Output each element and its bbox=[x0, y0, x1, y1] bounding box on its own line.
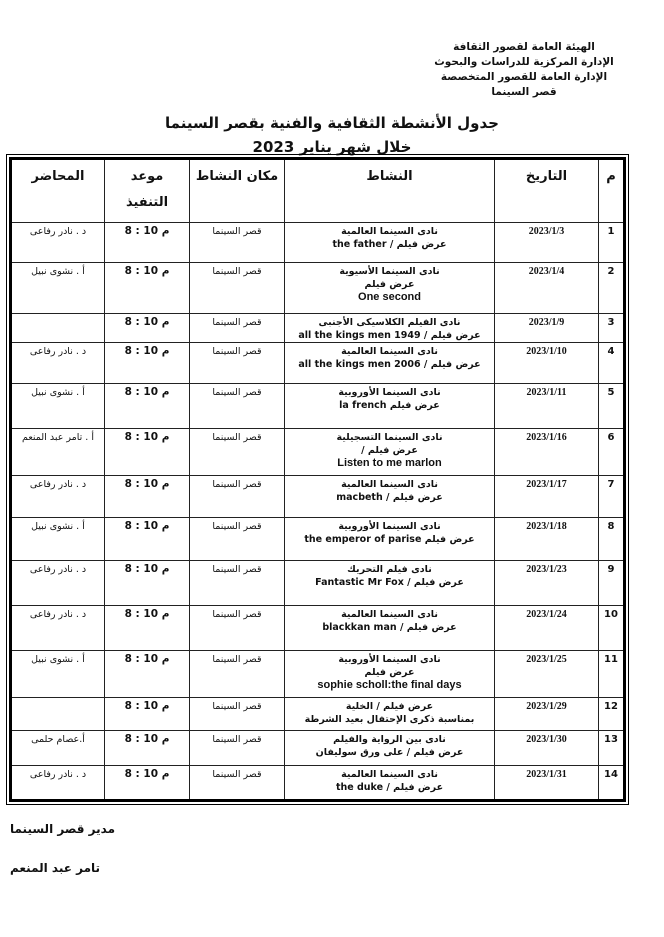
row-time: 8 : 10 م bbox=[105, 731, 190, 766]
row-date: 2023/1/30 bbox=[495, 731, 599, 766]
row-time: 8 : 10 م bbox=[105, 476, 190, 518]
row-time: 8 : 10 م bbox=[105, 429, 190, 476]
table-row bbox=[11, 263, 625, 314]
row-place: قصر السينما bbox=[190, 263, 285, 314]
row-date: 2023/1/17 bbox=[495, 476, 599, 518]
row-lecturer: أ . نشوى نبيل bbox=[11, 518, 105, 561]
row-activity bbox=[285, 314, 495, 343]
activity-line: نادى السينما الأسيوية bbox=[339, 266, 440, 277]
activity-line: عرض فيلم / the father bbox=[332, 239, 447, 250]
header-time-line2: التنفيذ bbox=[125, 195, 169, 210]
row-date: 2023/1/3 bbox=[495, 223, 599, 263]
table-row bbox=[11, 314, 625, 343]
row-number: 4 bbox=[599, 343, 625, 384]
row-time: 8 : 10 م bbox=[105, 384, 190, 429]
activity-line: نادى السينما الأوروبية bbox=[338, 654, 441, 665]
header-time-line1: موعد bbox=[130, 169, 164, 184]
row-number: 1 bbox=[599, 223, 625, 263]
row-date: 2023/1/16 bbox=[495, 429, 599, 476]
row-number: 2 bbox=[599, 263, 625, 314]
table-row bbox=[11, 698, 625, 731]
row-lecturer: د . نادر رفاعى bbox=[11, 343, 105, 384]
activity-line: نادى السينما العالمية bbox=[341, 609, 438, 620]
row-place: قصر السينما bbox=[190, 766, 285, 801]
row-number: 5 bbox=[599, 384, 625, 429]
row-time: 8 : 10 م bbox=[105, 518, 190, 561]
row-lecturer: أ . نشوى نبيل bbox=[11, 263, 105, 314]
row-time: 8 : 10 م bbox=[105, 698, 190, 731]
row-activity bbox=[285, 384, 495, 429]
row-time: 8 : 10 م bbox=[105, 606, 190, 651]
signature-name: تامر عبد المنعم bbox=[10, 861, 101, 875]
activity-line: عرض فيلم / all the kings men 2006 bbox=[298, 359, 481, 370]
row-date: 2023/1/31 bbox=[495, 766, 599, 801]
row-lecturer: د . نادر رفاعى bbox=[11, 561, 105, 606]
activity-line: عرض فيلم / the duke bbox=[335, 782, 444, 793]
row-number: 10 bbox=[599, 606, 625, 651]
row-date: 2023/1/4 bbox=[495, 263, 599, 314]
row-activity bbox=[285, 223, 495, 263]
row-time: 8 : 10 م bbox=[105, 263, 190, 314]
table-header-row bbox=[11, 159, 625, 223]
row-time: 8 : 10 م bbox=[105, 651, 190, 698]
row-activity bbox=[285, 766, 495, 801]
row-place: قصر السينما bbox=[190, 429, 285, 476]
activity-line: نادى السينما الأوروبية bbox=[338, 387, 441, 398]
row-time: 8 : 10 م bbox=[105, 223, 190, 263]
row-date: 2023/1/23 bbox=[495, 561, 599, 606]
row-number: 9 bbox=[599, 561, 625, 606]
row-number: 14 bbox=[599, 766, 625, 801]
table-row bbox=[11, 561, 625, 606]
activity-line: عرض فيلم bbox=[364, 667, 415, 678]
row-place: قصر السينما bbox=[190, 561, 285, 606]
row-date: 2023/1/11 bbox=[495, 384, 599, 429]
row-place: قصر السينما bbox=[190, 651, 285, 698]
row-place: قصر السينما bbox=[190, 476, 285, 518]
activity-line: عرض فيلم / على ورق سوليفان bbox=[315, 747, 464, 758]
row-time: 8 : 10 م bbox=[105, 314, 190, 343]
row-lecturer: د . نادر رفاعى bbox=[11, 766, 105, 801]
row-activity bbox=[285, 651, 495, 698]
row-activity bbox=[285, 698, 495, 731]
row-date: 2023/1/29 bbox=[495, 698, 599, 731]
activity-line: sophie scholl:the final days bbox=[317, 679, 462, 691]
activity-line: نادى الفيلم الكلاسيكى الأجنبى bbox=[318, 317, 461, 328]
org-line: الإدارة المركزية للدراسات والبحوث bbox=[434, 56, 614, 68]
activity-line: نادى السينما العالمية bbox=[341, 226, 438, 237]
row-place: قصر السينما bbox=[190, 518, 285, 561]
row-activity bbox=[285, 429, 495, 476]
activity-line: نادى السينما العالمية bbox=[341, 769, 438, 780]
row-activity bbox=[285, 561, 495, 606]
activity-line: عرض فيلم / Fantastic Mr Fox bbox=[315, 577, 464, 588]
schedule-table bbox=[9, 157, 626, 802]
organization-header bbox=[424, 40, 624, 100]
org-line: الهيئة العامة لقصور الثقافة bbox=[453, 41, 595, 53]
activity-line: عرض فيلم the emperor of parise bbox=[304, 534, 475, 545]
row-lecturer: د . نادر رفاعى bbox=[11, 223, 105, 263]
header-date: التاريخ bbox=[495, 159, 599, 223]
activity-line: عرض فيلم / bbox=[361, 445, 418, 456]
activity-line: نادى السينما العالمية bbox=[341, 479, 438, 490]
row-number: 13 bbox=[599, 731, 625, 766]
activity-line: نادى السينما التسجيلية bbox=[336, 432, 443, 443]
row-date: 2023/1/9 bbox=[495, 314, 599, 343]
row-time: 8 : 10 م bbox=[105, 343, 190, 384]
row-lecturer bbox=[11, 698, 105, 731]
header-activity: النشاط bbox=[285, 159, 495, 223]
row-lecturer: أ.عصام حلمى bbox=[11, 731, 105, 766]
row-place: قصر السينما bbox=[190, 698, 285, 731]
document-title: جدول الأنشطة الثقافية والفنية بقصر السينما bbox=[165, 114, 499, 132]
row-activity bbox=[285, 263, 495, 314]
org-line: قصر السينما bbox=[491, 86, 557, 98]
row-activity bbox=[285, 518, 495, 561]
table-row bbox=[11, 476, 625, 518]
activity-line: عرض فيلم bbox=[364, 279, 415, 290]
activity-line: Listen to me marlon bbox=[337, 457, 442, 469]
row-lecturer bbox=[11, 314, 105, 343]
row-time: 8 : 10 م bbox=[105, 766, 190, 801]
table-row bbox=[11, 651, 625, 698]
table-row bbox=[11, 429, 625, 476]
activity-line: نادى السينما الأوروبية bbox=[338, 521, 441, 532]
row-number: 7 bbox=[599, 476, 625, 518]
row-number: 11 bbox=[599, 651, 625, 698]
row-number: 6 bbox=[599, 429, 625, 476]
table-row bbox=[11, 731, 625, 766]
activity-line: نادى فيلم التحريك bbox=[347, 564, 432, 575]
org-line: الإدارة العامة للقصور المتخصصة bbox=[440, 71, 608, 83]
row-lecturer: أ . نشوى نبيل bbox=[11, 384, 105, 429]
row-place: قصر السينما bbox=[190, 731, 285, 766]
row-date: 2023/1/18 bbox=[495, 518, 599, 561]
activity-line: عرض فيلم / all the kings men 1949 bbox=[298, 330, 481, 341]
row-activity bbox=[285, 731, 495, 766]
activity-line: عرض فيلم / macbeth bbox=[336, 492, 443, 503]
row-number: 3 bbox=[599, 314, 625, 343]
table-row bbox=[11, 518, 625, 561]
row-activity bbox=[285, 606, 495, 651]
activity-line: نادى بين الرواية والفيلم bbox=[333, 734, 446, 745]
activity-line: عرض فيلم / blackkan man bbox=[322, 622, 457, 633]
row-date: 2023/1/24 bbox=[495, 606, 599, 651]
activity-line: بمناسبة ذكرى الإحتفال بعيد الشرطة bbox=[304, 714, 475, 725]
header-time bbox=[105, 159, 190, 223]
row-activity bbox=[285, 343, 495, 384]
row-place: قصر السينما bbox=[190, 223, 285, 263]
activity-line: One second bbox=[358, 291, 421, 303]
row-lecturer: د . نادر رفاعى bbox=[11, 476, 105, 518]
table-row bbox=[11, 384, 625, 429]
row-time: 8 : 10 م bbox=[105, 561, 190, 606]
table-row bbox=[11, 766, 625, 801]
header-place: مكان النشاط bbox=[190, 159, 285, 223]
row-place: قصر السينما bbox=[190, 384, 285, 429]
row-number: 12 bbox=[599, 698, 625, 731]
row-number: 8 bbox=[599, 518, 625, 561]
row-date: 2023/1/25 bbox=[495, 651, 599, 698]
row-date: 2023/1/10 bbox=[495, 343, 599, 384]
table-row bbox=[11, 343, 625, 384]
header-lecturer: المحاضر bbox=[11, 159, 105, 223]
row-activity bbox=[285, 476, 495, 518]
activity-line: عرض فيلم / الخلية bbox=[345, 701, 434, 712]
activity-line: عرض فيلم la french bbox=[339, 400, 440, 411]
document-subtitle: خلال شهر يناير 2023 bbox=[252, 138, 412, 156]
table-row bbox=[11, 606, 625, 651]
row-lecturer: أ . نشوى نبيل bbox=[11, 651, 105, 698]
header-num: م bbox=[599, 159, 625, 223]
row-place: قصر السينما bbox=[190, 314, 285, 343]
signature-role: مدير قصر السينما bbox=[10, 822, 116, 836]
activity-line: نادى السينما العالمية bbox=[341, 346, 438, 357]
row-place: قصر السينما bbox=[190, 606, 285, 651]
row-place: قصر السينما bbox=[190, 343, 285, 384]
row-lecturer: د . نادر رفاعى bbox=[11, 606, 105, 651]
row-lecturer: أ . تامر عبد المنعم bbox=[11, 429, 105, 476]
table-row bbox=[11, 223, 625, 263]
